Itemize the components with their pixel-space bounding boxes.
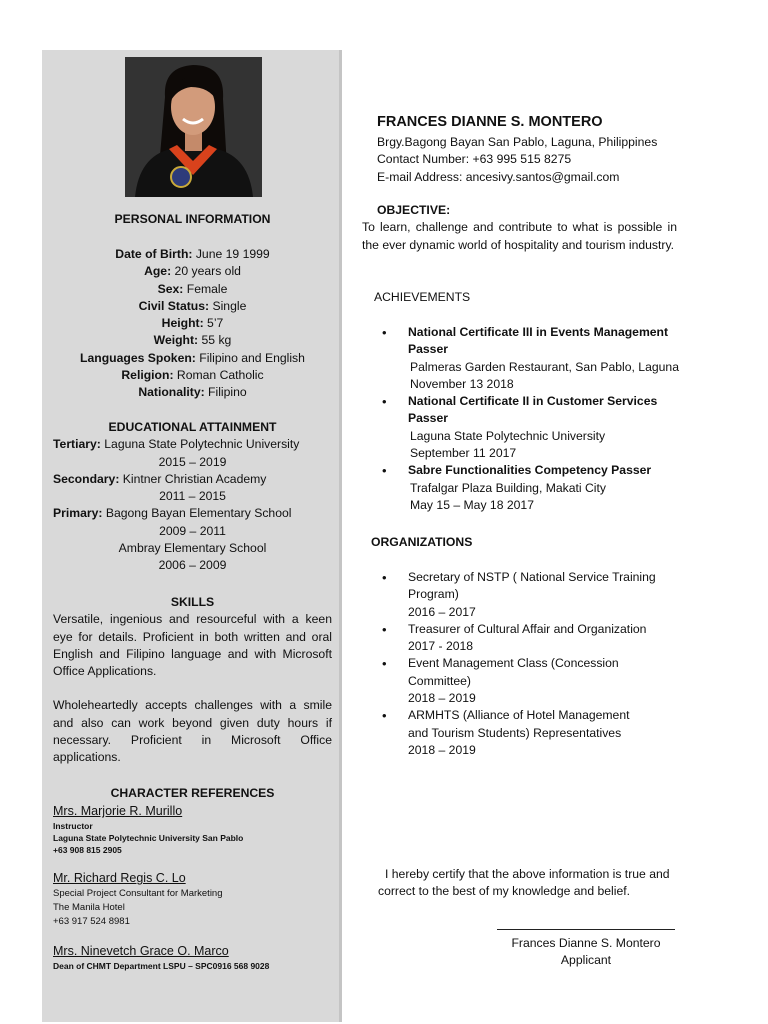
reference-detail: +63 917 524 8981 [53, 916, 130, 928]
signature-name: Frances Dianne S. Montero [511, 936, 661, 950]
personal-row: Date of Birth: June 19 1999 [115, 247, 270, 261]
certification-statement: I hereby certify that the above information is true and correct to the best of my knowledge and belief. [378, 867, 670, 899]
reference-detail: The Manila Hotel [53, 902, 125, 914]
achievement-item: • National Certificate II in Customer Services Passer Laguna State Polytechnic University September 11 2017 [371, 393, 701, 462]
education-primary: Primary: Bagong Bayan Elementary School [53, 506, 292, 521]
personal-row: Sex: Female [157, 281, 228, 296]
skills-section [53, 594, 332, 767]
reference-name: Mr. Richard Regis C. Lo [53, 871, 186, 886]
achievement-item: • Sabre Functionalities Competency Passer Trafalgar Plaza Building, Makati City May 15 – May 18 2017 [371, 462, 701, 514]
reference-detail: Instructor [53, 821, 93, 832]
achievements-list [371, 324, 701, 514]
personal-row: Age: 20 years old [144, 264, 241, 279]
personal-info-heading: PERSONAL INFORMATION [114, 212, 271, 226]
skills-paragraph: Wholeheartedly accepts challenges with a smile and also can work beyond given duty hours if necessary. Proficient in Microsoft Office applications. [53, 698, 332, 765]
reference-detail: Special Project Consultant for Marketing [53, 888, 223, 900]
sidebar [42, 50, 342, 1022]
education-primary-school-2: Ambray Elementary School [118, 541, 267, 556]
organization-item: • Secretary of NSTP ( National Service Training Program) 2016 – 2017 [371, 569, 701, 621]
organization-item: • Event Management Class (Concession Committee) 2018 – 2019 [371, 655, 701, 707]
education-years: 2006 – 2009 [158, 558, 227, 573]
reference-name: Mrs. Marjorie R. Murillo [53, 804, 183, 819]
objective-section [362, 202, 677, 254]
organizations-heading: ORGANIZATIONS [371, 535, 473, 549]
signature-block [497, 935, 675, 970]
header-block [377, 112, 717, 186]
applicant-name: FRANCES DIANNE S. MONTERO [377, 114, 603, 130]
education-section [53, 419, 332, 575]
education-years: 2009 – 2011 [159, 523, 226, 538]
reference-detail: Dean of CHMT Department LSPU – SPC0916 568 9028 [53, 961, 270, 972]
signature-role: Applicant [560, 953, 612, 968]
reference-name: Mrs. Ninevetch Grace O. Marco [53, 944, 229, 959]
organization-item: • Treasurer of Cultural Affair and Organization 2017 - 2018 [371, 621, 701, 656]
achievements-heading: ACHIEVEMENTS [374, 290, 471, 304]
references-section [53, 785, 332, 972]
email-address: E-mail Address: ancesivy.santos@gmail.com [377, 169, 620, 184]
personal-row: Religion: Roman Catholic [121, 368, 264, 383]
education-years: 2015 – 2019 [158, 454, 227, 469]
objective-heading: OBJECTIVE: [377, 203, 451, 217]
objective-text: To learn, challenge and contribute to what is possible in the ever dynamic world of hospitality and tourism industry. [362, 220, 677, 252]
reference-detail: +63 908 815 2905 [53, 845, 122, 856]
personal-row: Civil Status: Single [138, 298, 247, 313]
graduation-portrait-image [125, 57, 262, 197]
skills-paragraph: Versatile, ingenious and resourceful with a keen eye for details. Proficient in both written and oral English and Filipino language and with Microsoft Office Applications. [53, 612, 332, 679]
personal-row: Weight: 55 kg [153, 333, 232, 348]
personal-row: Height: 5’7 [161, 316, 224, 331]
personal-row: Languages Spoken: Filipino and English [80, 350, 305, 365]
skills-heading: SKILLS [170, 595, 215, 609]
personal-info-list [53, 246, 332, 402]
references-heading: CHARACTER REFERENCES [110, 786, 275, 800]
reference-detail: Laguna State Polytechnic University San Pablo [53, 833, 244, 844]
achievement-item: • National Certificate III in Events Management Passer Palmeras Garden Restaurant, San Pablo, Laguna November 13 2018 [371, 324, 701, 393]
contact-number: Contact Number: +63 995 515 8275 [377, 152, 572, 167]
signature-line [497, 929, 675, 930]
education-secondary: Secondary: Kintner Christian Academy [53, 471, 267, 486]
profile-photo [125, 57, 262, 197]
education-years: 2011 – 2015 [159, 489, 226, 504]
organization-item: • ARMHTS (Alliance of Hotel Management and Tourism Students) Representatives 2018 – 2019 [371, 707, 701, 759]
organizations-list [371, 569, 701, 759]
education-tertiary: Tertiary: Laguna State Polytechnic University [53, 437, 300, 452]
education-heading: EDUCATIONAL ATTAINMENT [108, 420, 277, 434]
address: Brgy.Bagong Bayan San Pablo, Laguna, Philippines [377, 135, 658, 149]
personal-row: Nationality: Filipino [138, 385, 247, 400]
